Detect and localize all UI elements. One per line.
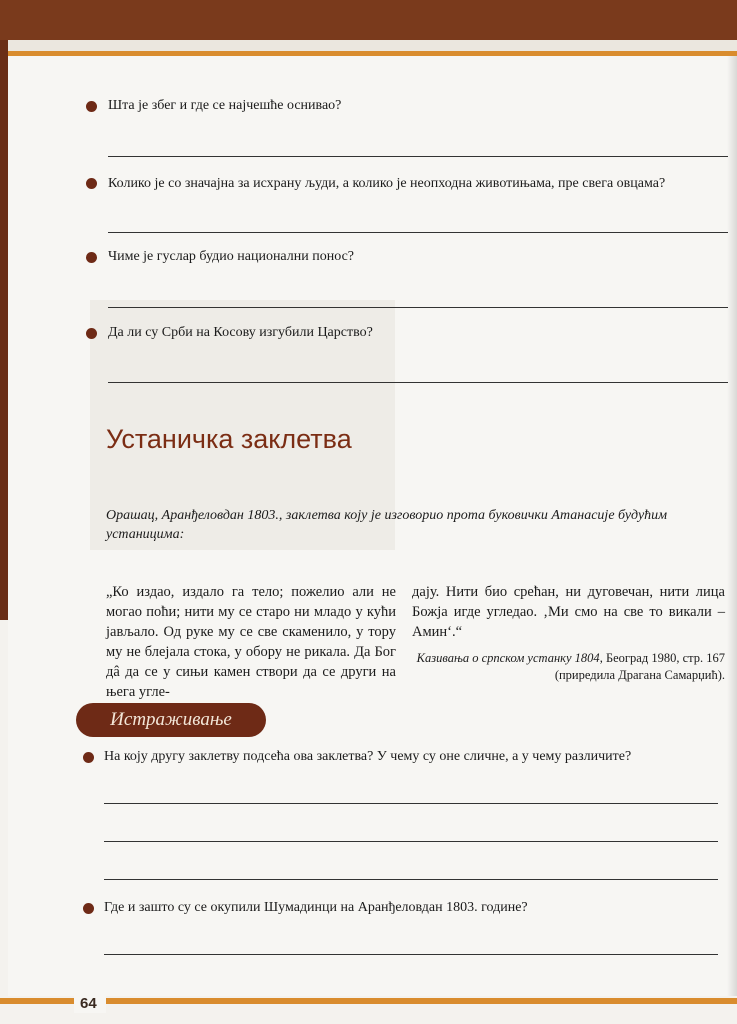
top-rule bbox=[8, 51, 737, 56]
bottom-rule bbox=[0, 998, 737, 1004]
page-number: 64 bbox=[80, 995, 97, 1012]
oath-text-column-2: дају. Нити био срећан, ни дуговечан, нити лица Божја игде угледао. ‚Ми смо на све то викали – Амин‘.“ bbox=[412, 584, 725, 640]
answer-line[interactable] bbox=[108, 156, 728, 157]
question-4: Да ли су Срби на Косову изгубили Царство? bbox=[108, 325, 373, 340]
bullet-icon bbox=[86, 252, 97, 263]
research-badge: Истраживање bbox=[76, 703, 266, 737]
answer-line[interactable] bbox=[104, 879, 718, 880]
binding-edge bbox=[0, 40, 8, 620]
bullet-icon bbox=[86, 178, 97, 189]
header-bar bbox=[0, 0, 737, 40]
bullet-icon bbox=[86, 328, 97, 339]
answer-line[interactable] bbox=[104, 954, 718, 955]
source-title: Казивања о српском устанку 1804 bbox=[416, 651, 600, 665]
answer-line[interactable] bbox=[104, 803, 718, 804]
bullet-icon bbox=[86, 101, 97, 112]
research-question-2: Где и зашто су се окупили Шумадинци на Аранђеловдан 1803. године? bbox=[104, 900, 528, 915]
section-intro: Орашац, Аранђеловдан 1803., заклетва коју је изговорио прота буковички Атанасије будућим устаницима: bbox=[106, 508, 668, 542]
source-details: , Београд 1980, стр. 167 (приредила Драгана Самарџић). bbox=[554, 651, 725, 682]
question-1: Шта је збег и где се најчешће оснивао? bbox=[108, 98, 342, 113]
bullet-icon bbox=[83, 752, 94, 763]
answer-line[interactable] bbox=[108, 382, 728, 383]
research-question-1: На коју другу заклетву подсећа ова заклетва? У чему су оне сличне, а у чему различите? bbox=[104, 749, 632, 764]
section-title: Устаничка заклетва bbox=[106, 424, 352, 454]
answer-line[interactable] bbox=[108, 232, 728, 233]
bullet-icon bbox=[83, 903, 94, 914]
source-citation bbox=[412, 650, 725, 684]
answer-line[interactable] bbox=[108, 307, 728, 308]
question-3: Чиме је гуслар будио национални понос? bbox=[108, 249, 354, 264]
question-2: Колико је со значајна за исхрану људи, а колико је неопходна животињама, пре свега овцама? bbox=[108, 176, 666, 191]
oath-text-column-1: „Ко издао, издало га тело; пожелио али не могао поћи; нити му се старо ни младо у кући јављало. Од руке му се све скаменило, у тору му не блејала стока, у обору не рикала. Да Бог дâ да се у сињи камен створи да се други на њега угле- bbox=[106, 584, 396, 700]
answer-line[interactable] bbox=[104, 841, 718, 842]
